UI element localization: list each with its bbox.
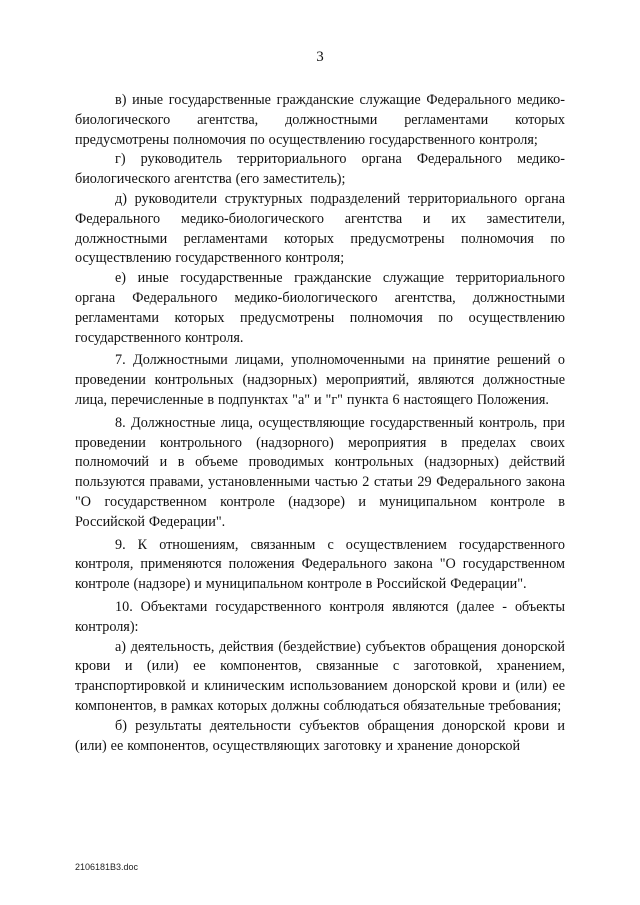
paragraph-10b: б) результаты деятельности субъектов обращения донорской крови и (или) ее компонентов, осуществляющих заготовку и хранение донорской — [75, 717, 565, 754]
paragraph-6g: г) руководитель территориального органа Федерального медико-биологического агентства (его заместитель); — [75, 151, 565, 188]
paragraph-6e: е) иные государственные гражданские служащие территориального органа Федерального медико-биологического агентства, должностными регламентами которых предусмотрены полномочия по осуществлению государственного контроля. — [75, 270, 565, 346]
paragraph-10: 10. Объектами государственного контроля являются (далее - объекты контроля): — [75, 598, 565, 635]
paragraph-9: 9. К отношениям, связанным с осуществлением государственного контроля, применяются положения Федерального закона "О государственном контроле (надзоре) и муниципальном контроле в Российской Федерации". — [75, 536, 565, 593]
paragraph-6v: в) иные государственные гражданские служащие Федерального медико-биологического агентства, должностными регламентами которых предусмотрены полномочия по осуществлению государственного контроля; — [75, 92, 565, 148]
paragraph-6d: д) руководители структурных подразделений территориального органа Федерального медико-биологического агентства и их заместители, должностными регламентами которых предусмотрены полномочия по осуществлению государственного контроля; — [75, 190, 565, 267]
paragraph-10a: а) деятельность, действия (бездействие) субъектов обращения донорской крови и (или) ее компонентов, связанные с заготовкой, хранением, транспортировкой и клиническим использованием донорской крови и (или) ее компонентов, в рамках которых должны соблюдаться обязательные требования; — [75, 638, 565, 714]
footer-file-code: 2106181B3.doc — [75, 862, 139, 872]
document-body — [75, 91, 565, 756]
page-number: 3 — [316, 49, 324, 65]
paragraph-8: 8. Должностные лица, осуществляющие государственный контроль, при проведении контрольного (надзорного) мероприятия в пределах своих полномочий и в объеме проводимых контрольных (надзорных) действий пользуются правами, установленными частью 2 статьи 29 Федерального закона "О государственном контроле (надзоре) и муниципальном контроле в Российской Федерации". — [75, 414, 565, 530]
paragraph-7: 7. Должностными лицами, уполномоченными на принятие решений о проведении контрольных (надзорных) мероприятий, являются должностные лица, перечисленные в подпунктах "а" и "г" пункта 6 настоящего Положения. — [75, 352, 565, 408]
